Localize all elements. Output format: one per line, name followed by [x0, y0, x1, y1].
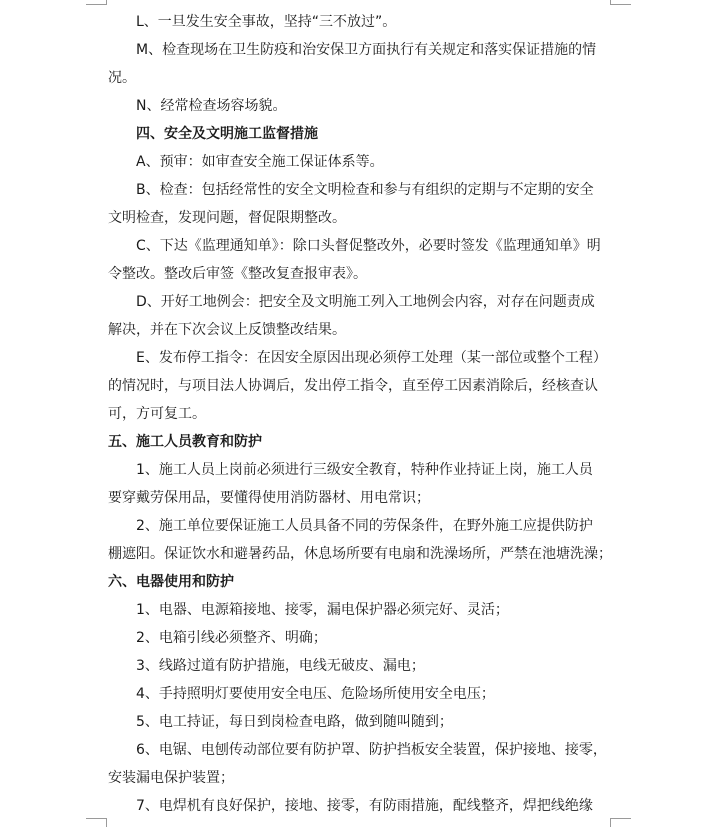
text-line: C、下达《监理通知单》：除口头督促整改外，必要时签发《监理通知单》明 [136, 238, 601, 254]
text-line: 安装漏电保护装置； [108, 770, 234, 786]
text-line: 要穿戴劳保用品，要懂得使用消防器材、用电常识； [108, 490, 430, 506]
text-line: E、发布停工指令：在因安全原因出现必须停工处理（某一部位或整个工程） [136, 350, 607, 366]
crop-mark-top-right [610, 0, 631, 5]
text-line: A、预审：如审查安全施工保证体系等。 [136, 154, 384, 170]
text-line: L、一旦发生安全事故，坚持“三不放过”。 [136, 14, 397, 30]
text-line: 文明检查，发现问题，督促限期整改。 [108, 210, 346, 226]
text-line: 4、手持照明灯要使用安全电压、危险场所使用安全电压； [136, 686, 495, 702]
document-body [108, 8, 612, 820]
text-line: 解决，并在下次会议上反馈整改结果。 [108, 322, 346, 338]
text-line: 况。 [108, 70, 136, 86]
text-line: 5、电工持证，每日到岗检查电路，做到随叫随到； [136, 714, 453, 730]
text-line: 的情况时，与项目法人协调后，发出停工指令，直至停工因素消除后，经核查认 [108, 378, 598, 394]
text-line: 2、电箱引线必须整齐、明确； [136, 630, 327, 646]
text-line: N、经常检查场容场貌。 [136, 98, 287, 114]
crop-mark-top-left [86, 0, 107, 5]
text-line: 1、施工人员上岗前必须进行三级安全教育，特种作业持证上岗，施工人员 [136, 462, 593, 478]
text-line: 1、电器、电源箱接地、接零，漏电保护器必须完好、灵活； [136, 602, 509, 618]
text-line: D、开好工地例会：把安全及文明施工列入工地例会内容，对存在问题责成 [136, 294, 595, 310]
text-line: M、检查现场在卫生防疫和治安保卫方面执行有关规定和落实保证措施的情 [136, 42, 597, 58]
text-line: 7、电焊机有良好保护，接地、接零，有防雨措施，配线整齐，焊把线绝缘 [136, 798, 593, 814]
text-line: 3、线路过道有防护措施，电线无破皮、漏电； [136, 658, 425, 674]
text-line: 2、施工单位要保证施工人员具备不同的劳保条件，在野外施工应提供防护 [136, 518, 593, 534]
section-heading: 四、安全及文明施工监督措施 [136, 126, 318, 142]
text-line: B、检查：包括经常性的安全文明检查和参与有组织的定期与不定期的安全 [136, 182, 594, 198]
text-line: 令整改。整改后审签《整改复查报审表》。 [108, 266, 367, 282]
text-line: 6、电锯、电刨传动部位要有防护罩、防护挡板安全装置，保护接地、接零， [136, 742, 607, 758]
text-line: 可，方可复工。 [108, 406, 206, 422]
text-line: 棚遮阳。保证饮水和避暑药品，休息场所要有电扇和洗澡场所，严禁在池塘洗澡； [108, 546, 612, 562]
section-heading: 六、电器使用和防护 [108, 574, 234, 590]
section-heading: 五、施工人员教育和防护 [108, 434, 262, 450]
